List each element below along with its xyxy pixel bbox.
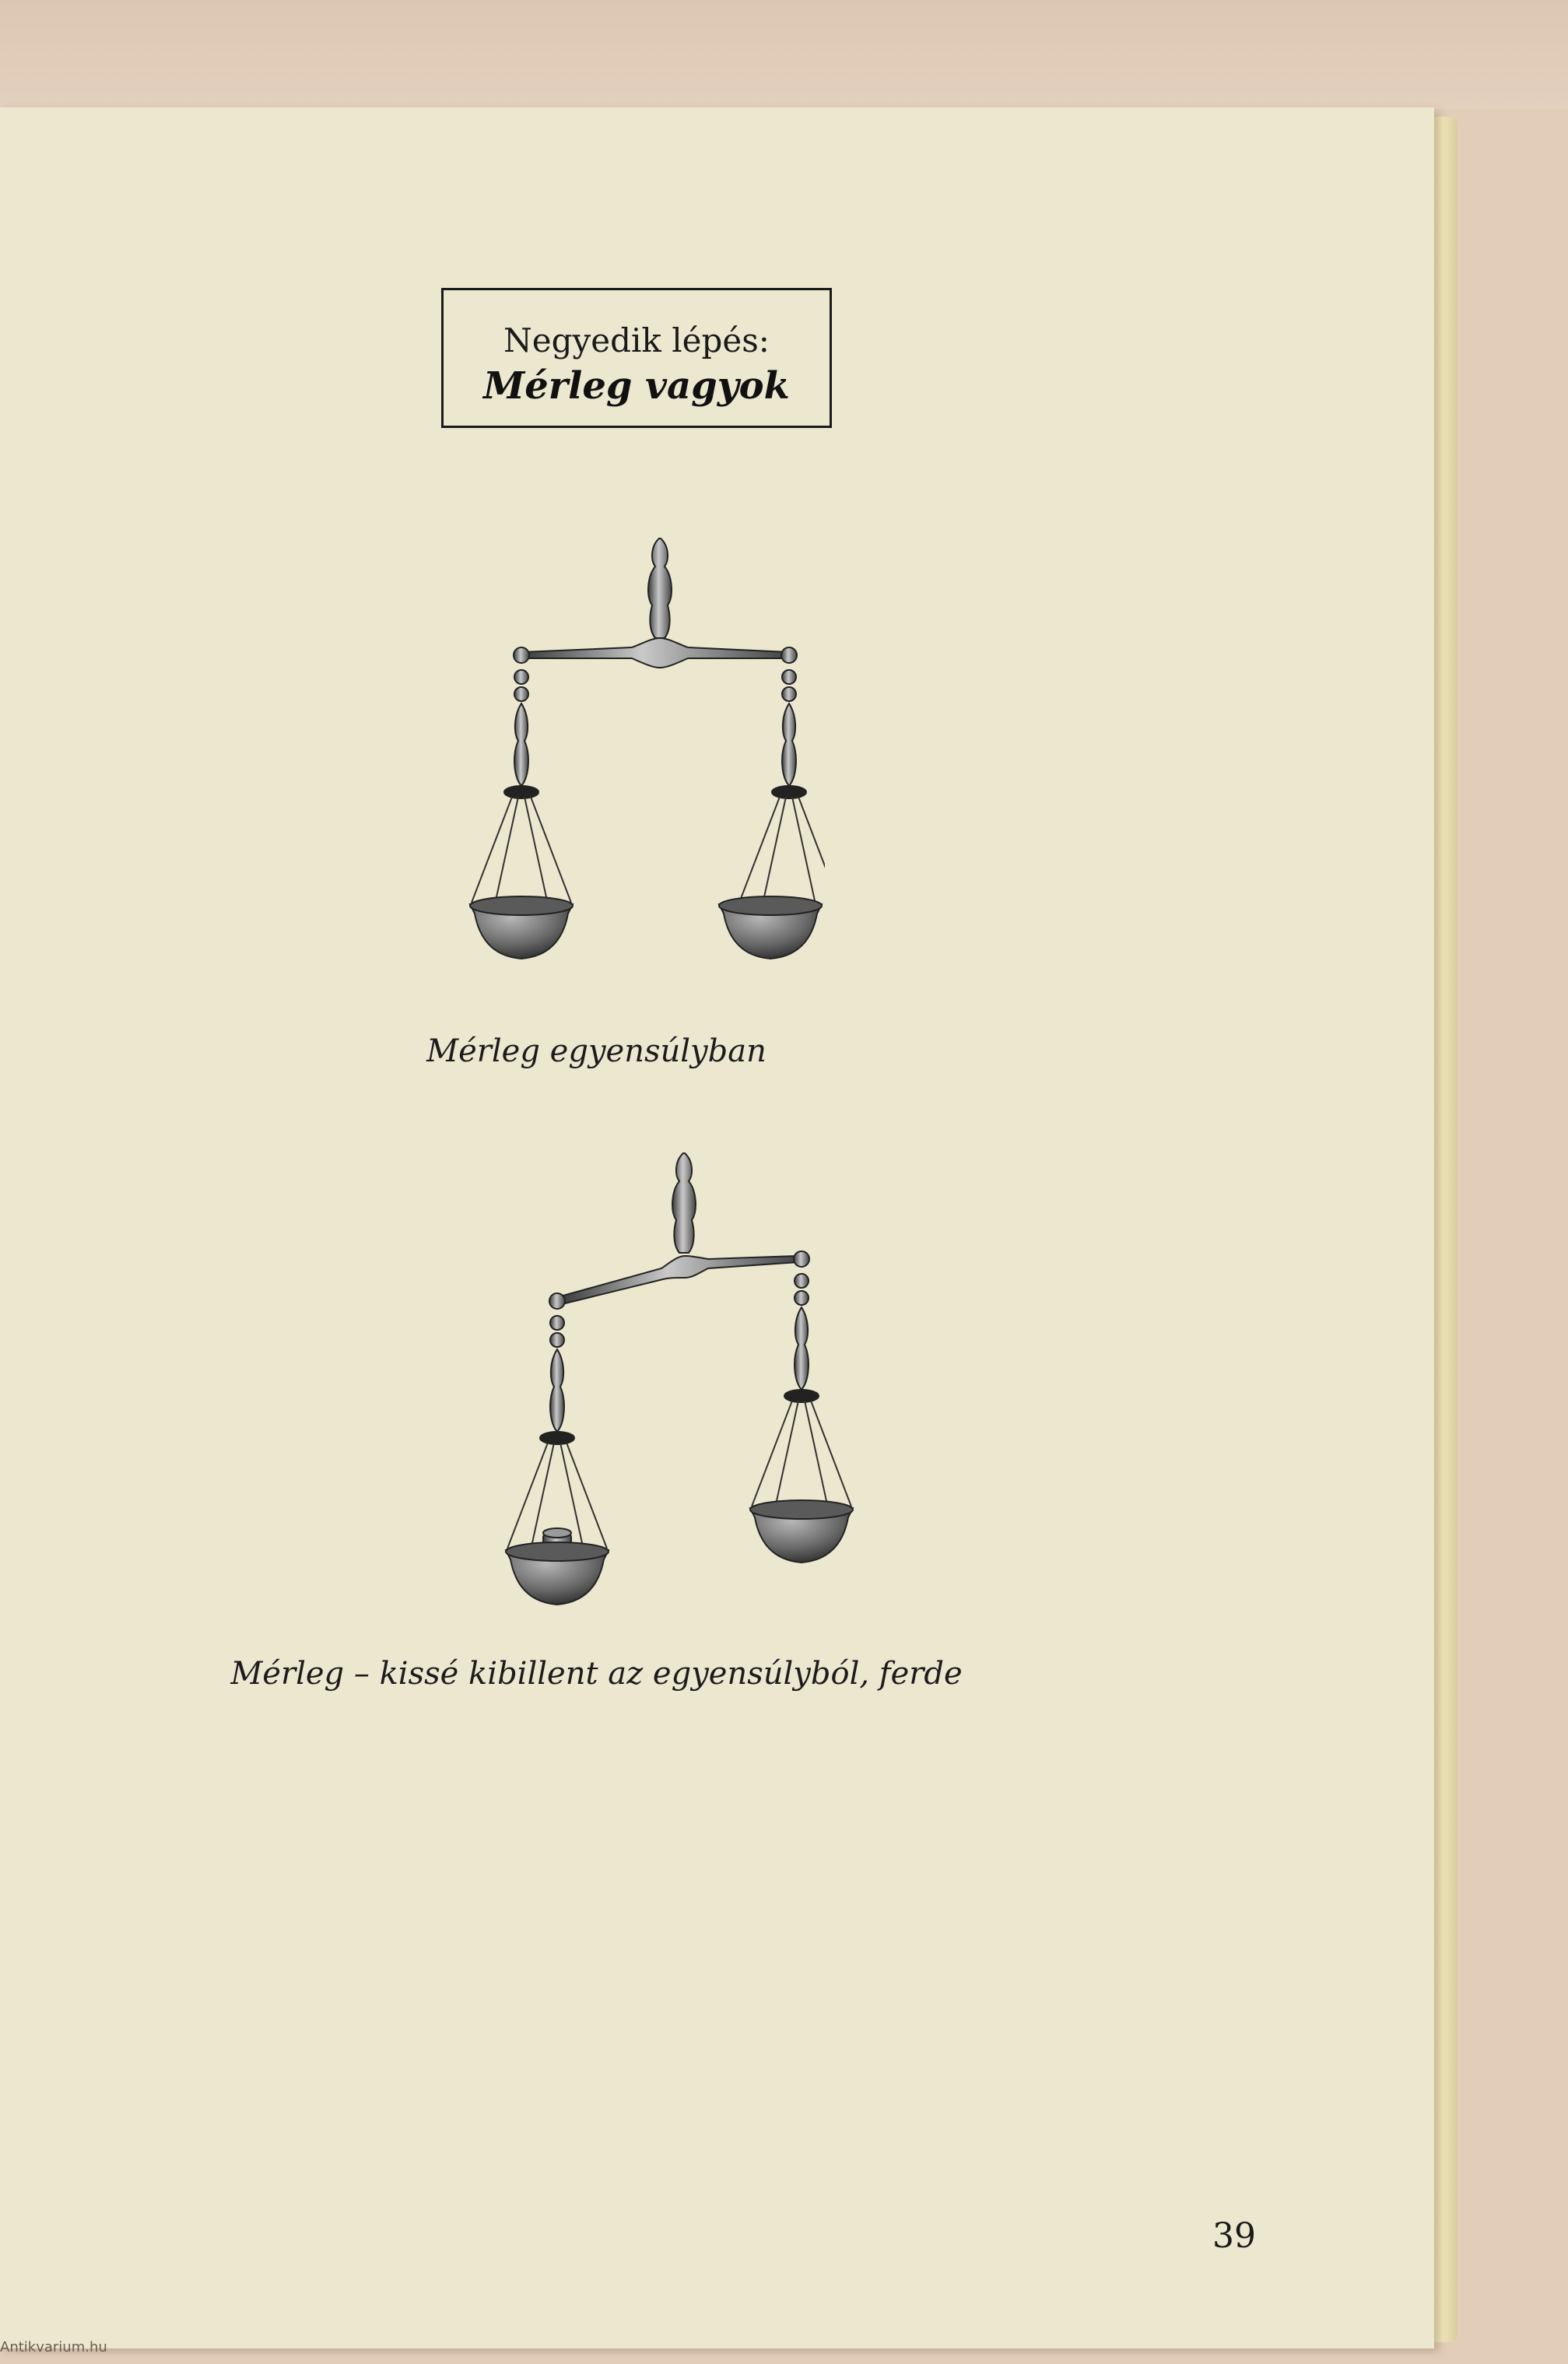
beam bbox=[560, 1256, 798, 1304]
chains-right bbox=[752, 1401, 851, 1508]
hanger-right bbox=[784, 1274, 819, 1402]
backdrop-band bbox=[0, 0, 1568, 109]
beam-end-left bbox=[549, 1293, 565, 1309]
hanger-right bbox=[772, 670, 806, 798]
hanger-left bbox=[540, 1316, 574, 1444]
watermark: Antikvarium.hu bbox=[0, 2339, 107, 2355]
beam-end-right bbox=[794, 1251, 809, 1267]
heading-box bbox=[441, 288, 832, 428]
balanced-scale-illustration bbox=[451, 529, 825, 980]
heading-step: Negyedik lépés: bbox=[503, 321, 770, 360]
caption-balanced: Mérleg egyensúlyban bbox=[426, 1033, 766, 1069]
finial bbox=[648, 538, 672, 638]
finial bbox=[672, 1153, 696, 1253]
beam bbox=[523, 638, 788, 668]
beam-end-left bbox=[514, 647, 529, 663]
tilted-scale-illustration bbox=[498, 1144, 872, 1611]
beam-end-right bbox=[781, 647, 797, 663]
page-number: 39 bbox=[1212, 2216, 1256, 2256]
chains-right bbox=[739, 797, 825, 904]
caption-tilted: Mérleg – kissé kibillent az egyensúlyból, ferde bbox=[230, 1656, 963, 1692]
heading-title: Mérleg vagyok bbox=[483, 364, 790, 408]
chains-left bbox=[472, 797, 571, 904]
hanger-left bbox=[504, 670, 538, 798]
